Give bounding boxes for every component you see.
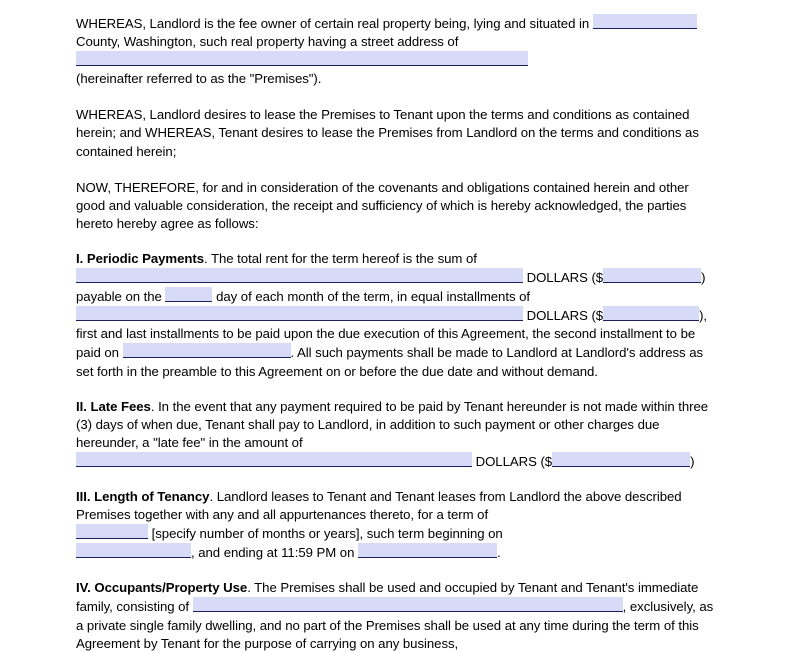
total-rent-amount-field[interactable] (603, 268, 701, 283)
section-1-close-paren-1: ) (701, 270, 706, 286)
spacer (76, 562, 716, 579)
section-4 (76, 579, 716, 652)
late-fee-words-field[interactable] (76, 452, 472, 467)
installment-words-field[interactable] (76, 306, 523, 321)
section-2 (76, 398, 716, 471)
occupants-field[interactable] (193, 597, 623, 612)
section-1-heading: I. Periodic Payments (76, 250, 204, 266)
document-body (76, 14, 716, 653)
payment-day-field[interactable] (165, 287, 212, 302)
county-field[interactable] (593, 14, 697, 29)
section-1-text-a: . The total rent for the term hereof is the sum of (204, 250, 477, 266)
recital-now-therefore: NOW, THEREFORE, for and in consideration of the covenants and obligations contained herein and other good and valuable consideration, the receipt and sufficiency of which is hereby acknowledged, the parties hereto hereby agree as follows: (76, 179, 689, 231)
recital-whereas-2: WHEREAS, Landlord desires to lease the Premises to Tenant upon the terms and conditions as contained herein; and WHEREAS, Tenant desires to lease the Premises from Landlord on the terms and conditions as contained herein; (76, 107, 699, 159)
section-2-text-a: . In the event that any payment required to be paid by Tenant hereunder is not made within three (3) days of when due, Tenant shall pay to Landlord, in addition to such payment or other charges due hereunder, a "late fee" in the amount of (76, 398, 709, 450)
section-2-heading: II. Late Fees (76, 398, 151, 414)
spacer (76, 233, 716, 250)
section-1-text-c: day of each month of the term, in equal installments of (216, 289, 531, 305)
spacer (76, 161, 716, 179)
section-1-text-d: first and last installments to be paid upon the due execution of this Agreement, the second installment to be paid on (76, 326, 696, 361)
section-2-close-paren: ) (690, 453, 695, 469)
section-1-text-b: payable on the (76, 289, 162, 305)
spacer (76, 88, 716, 106)
section-4-text-a: . The Premises shall be used and occupied by Tenant and Tenant's immediate family, consisting of (76, 580, 699, 615)
section-3-text-b: [specify number of months or years], such term beginning on (151, 526, 503, 542)
section-4-heading: IV. Occupants/Property Use (76, 580, 248, 596)
installment-amount-field[interactable] (603, 306, 699, 321)
section-3-text-a: . Landlord leases to Tenant and Tenant leases from Landlord the above described Premises together with any and all appurtenances thereto, for a term of (76, 488, 682, 523)
spacer (76, 471, 716, 488)
term-end-date-field[interactable] (358, 543, 497, 558)
term-length-field[interactable] (76, 524, 148, 539)
late-fee-amount-field[interactable] (552, 452, 690, 467)
section-3-text-d: . (497, 545, 501, 561)
section-1 (76, 250, 716, 381)
section-2-dollars-label: DOLLARS ($ (475, 453, 553, 469)
section-1-text-e: . All such payments shall be made to Landlord at Landlord's address as set forth in the preamble to this Agreement on or before the due date and without demand. (76, 345, 704, 379)
section-4-text-b: , exclusively, as a private single family dwelling, and no part of the Premises shall be used at any time during the term of this Agreement by Tenant for the purpose of carrying on any business, (76, 599, 714, 651)
recital-whereas-1-text-c: (hereinafter referred to as the "Premises"). (76, 71, 322, 87)
recital-whereas-1-text-a: WHEREAS, Landlord is the fee owner of certain real property being, lying and situated in (76, 16, 590, 31)
total-rent-words-field[interactable] (76, 268, 523, 283)
spacer (76, 381, 716, 398)
section-3 (76, 488, 716, 562)
section-1-close-paren-2: ), (699, 308, 708, 324)
recital-whereas-1-text-b: County, Washington, such real property having a street address of (76, 34, 459, 50)
section-3-heading: III. Length of Tenancy (76, 488, 210, 504)
section-3-text-c: , and ending at 11:59 PM on (191, 545, 355, 561)
recital-whereas-1 (76, 14, 716, 88)
section-1-dollars-label-2: DOLLARS ($ (526, 308, 604, 324)
street-address-field[interactable] (76, 51, 528, 66)
term-begin-date-field[interactable] (76, 543, 191, 558)
second-installment-date-field[interactable] (123, 343, 291, 358)
section-1-dollars-label-1: DOLLARS ($ (526, 270, 604, 286)
